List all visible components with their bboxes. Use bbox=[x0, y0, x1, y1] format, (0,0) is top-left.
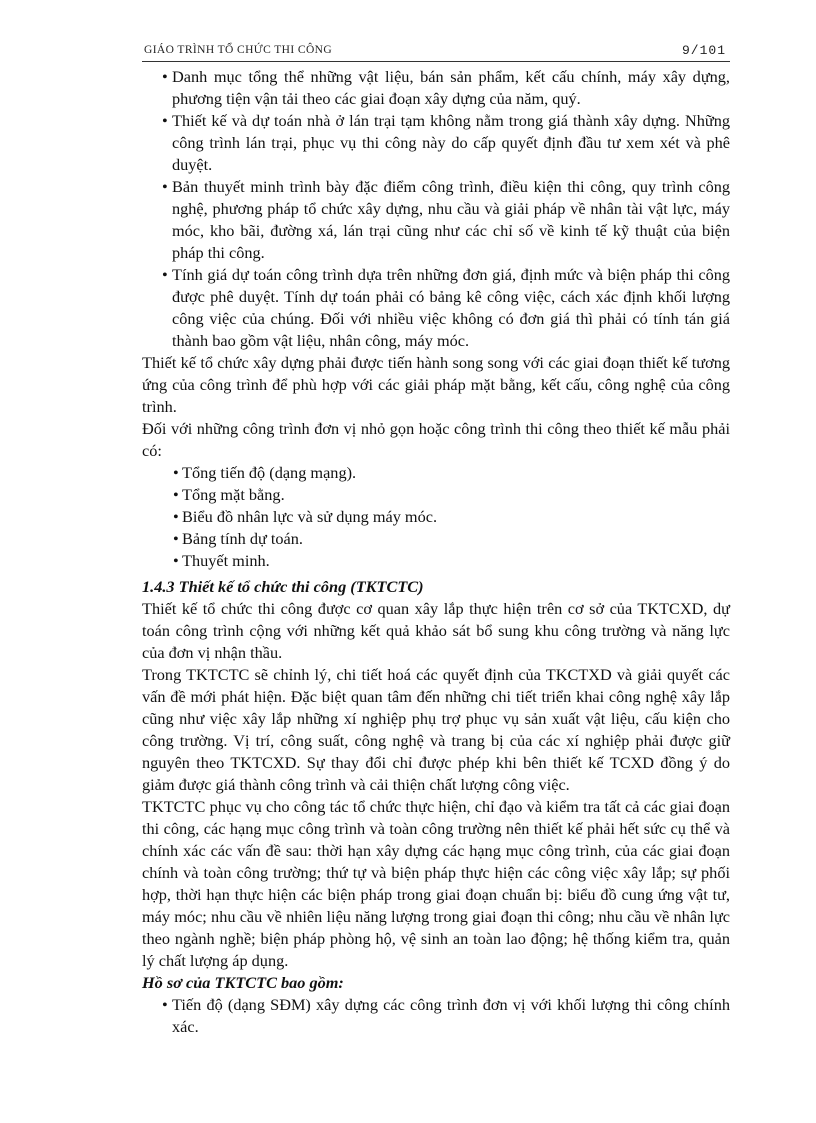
bullet-icon: • bbox=[162, 995, 168, 1014]
bullet-icon: • bbox=[162, 177, 168, 196]
list-item: • Thiết kế và dự toán nhà ở lán trại tạm không nằm trong giá thành xây dựng. Những công trình lán trại, phục vụ thi công này do cấp quyết định đầu tư xem xét và phê duyệt. bbox=[162, 111, 730, 174]
bullet-icon: • bbox=[162, 67, 168, 86]
list-item: • Tiến độ (dạng SĐM) xây dựng các công trình đơn vị với khối lượng thi công chính xác. bbox=[162, 995, 730, 1036]
list-item: • Tính giá dự toán công trình dựa trên những đơn giá, định mức và biện pháp thi công được phê duyệt. Tính dự toán phải có bảng kê công việc, cách xác định khối lượng công việc của chúng. Đối với nhiều việc không có đơn giá thì phải có tính tán giá thành bao gồm vật liệu, nhân công, máy móc. bbox=[162, 265, 730, 350]
header-title: GIÁO TRÌNH TỔ CHỨC THI CÔNG bbox=[144, 44, 333, 56]
list-item: • Tổng tiến độ (dạng mạng). bbox=[173, 463, 357, 482]
section-heading: 1.4.3 Thiết kế tổ chức thi công (TKTCTC) bbox=[142, 577, 424, 596]
bullet-icon: • bbox=[173, 551, 179, 570]
list-item: • Bảng tính dự toán. bbox=[173, 529, 303, 548]
bullet-icon: • bbox=[173, 463, 179, 482]
bullet-icon: • bbox=[173, 507, 179, 526]
bullet-icon: • bbox=[162, 265, 168, 284]
bullet-icon: • bbox=[173, 529, 179, 548]
paragraph: Thiết kế tổ chức xây dựng phải được tiến hành song song với các giai đoạn thiết kế tương ứng của công trình để phù hợp với các giải pháp mặt bằng, kết cấu, công nghệ của công trình. bbox=[142, 353, 730, 416]
paragraph: TKTCTC phục vụ cho công tác tổ chức thực hiện, chỉ đạo và kiểm tra tất cả các giai đoạn thi công, các hạng mục công trình và toàn công trường nên thiết kế phải hết sức cụ thể và chính xác các vấn đề sau: thời hạn xây dựng các hạng mục công trình, của các giai đoạn chính và toàn công trường; thứ tự và biện pháp thực hiện các công việc xây lắp; sự phối hợp, thời hạn thực hiện các biện pháp trong giai đoạn chuẩn bị: biểu đồ cung ứng vật tư, máy móc; nhu cầu về nhiên liệu năng lượng trong giai đoạn thi công; nhu cầu về nhân lực theo ngành nghề; biện pháp phòng hộ, vệ sinh an toàn lao động; hệ thống kiểm tra, quản lý chất lượng áp dụng. bbox=[142, 797, 730, 970]
paragraph: Trong TKTCTC sẽ chỉnh lý, chi tiết hoá các quyết định của TKCTXD và giải quyết các vấn đề mới phát hiện. Đặc biệt quan tâm đến những chi tiết triển khai công nghệ xây lắp cũng như việc xây lắp những xí nghiệp phụ trợ phục vụ sản xuất vật liệu, cấu kiện cho công trường. Vị trí, công suất, công nghệ và trang bị của các xí nghiệp phải được giữ nguyên theo TKTCXD. Sự thay đổi chỉ được phép khi bên thiết kế TCXD đồng ý do giảm được giá thành công trình và cải thiện chất lượng công việc. bbox=[142, 665, 730, 794]
list-item: • Biểu đồ nhân lực và sử dụng máy móc. bbox=[173, 507, 438, 526]
subheading: Hồ sơ của TKTCTC bao gồm: bbox=[142, 973, 344, 992]
bullet-icon: • bbox=[173, 485, 179, 504]
header-divider bbox=[142, 61, 730, 62]
list-item: • Bản thuyết minh trình bày đặc điểm công trình, điều kiện thi công, quy trình công nghệ, phương pháp tổ chức xây dựng, nhu cầu và giải pháp về nhân tài vật lực, máy móc, kho bãi, đường xá, lán trại cũng như các chỉ số về kinh tế kỹ thuật của biện pháp thi công. bbox=[162, 177, 730, 262]
list-item: • Thuyết minh. bbox=[173, 551, 270, 570]
list-item: • Danh mục tổng thể những vật liệu, bán sản phẩm, kết cấu chính, máy xây dựng, phương tiện vận tải theo các giai đoạn xây dựng của năm, quý. bbox=[162, 67, 730, 108]
page-number: 9/101 bbox=[681, 43, 726, 58]
paragraph: Thiết kế tổ chức thi công được cơ quan xây lắp thực hiện trên cơ sở của TKTCXD, dự toán công trình cộng với những kết quả khảo sát bổ sung khu công trường và năng lực của đơn vị nhận thầu. bbox=[142, 599, 730, 662]
list-item: • Tổng mặt bằng. bbox=[173, 485, 285, 504]
bullet-icon: • bbox=[162, 111, 168, 130]
body-text bbox=[142, 66, 730, 1038]
paragraph: Đối với những công trình đơn vị nhỏ gọn hoặc công trình thi công theo thiết kế mẫu phải có: bbox=[142, 419, 730, 460]
